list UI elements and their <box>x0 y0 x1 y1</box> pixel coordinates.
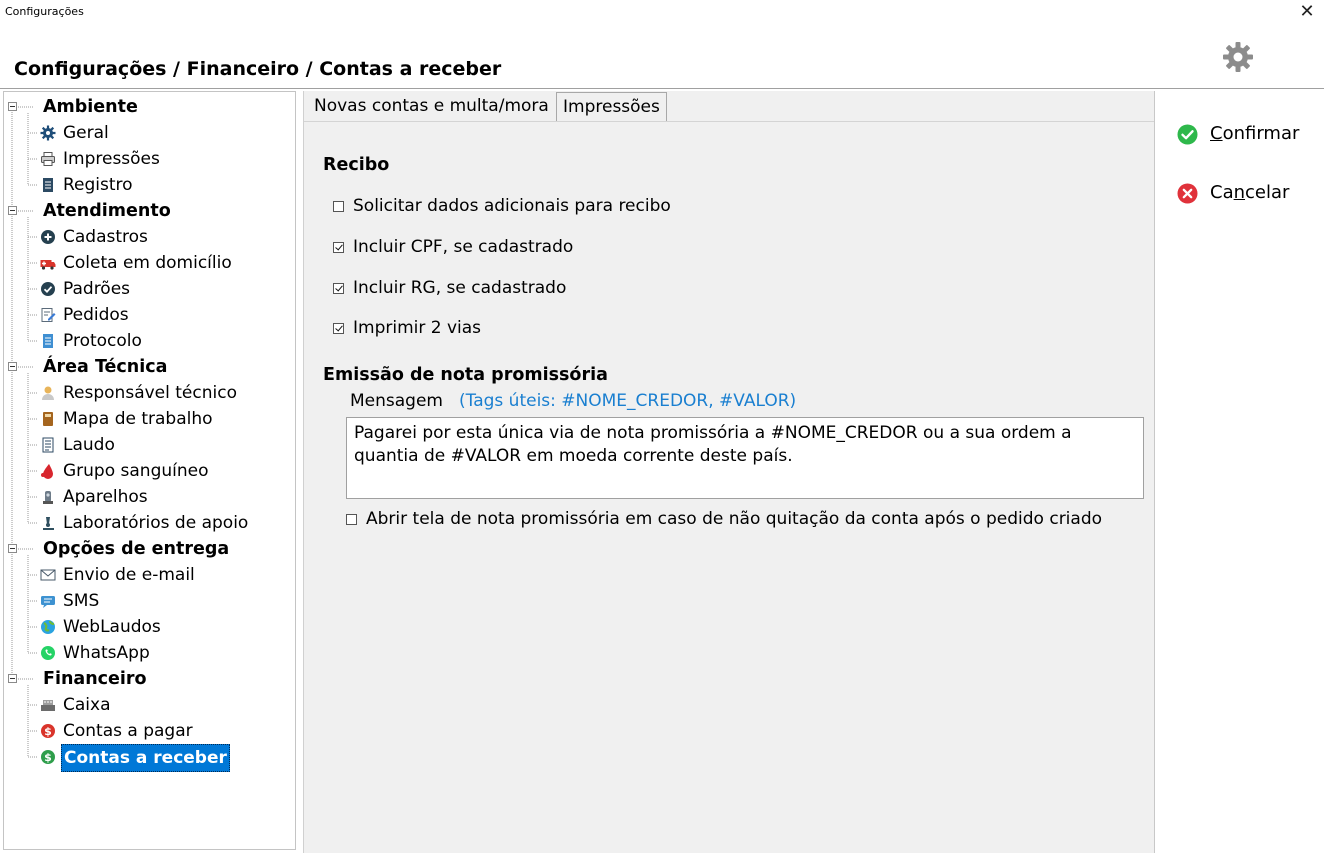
tree-item-label: Caixa <box>63 695 111 715</box>
page-title: Configurações / Financeiro / Contas a receber <box>14 58 502 80</box>
tree-item-label: Impressões <box>63 149 160 169</box>
blood-drop-icon <box>40 463 56 479</box>
tab-novas-contas[interactable]: Novas contas e multa/mora <box>314 96 549 116</box>
edit-document-icon <box>40 307 56 323</box>
cancel-circle-icon <box>1177 183 1198 204</box>
cash-register-icon <box>40 697 56 713</box>
tree-item-label: Responsável técnico <box>63 383 237 403</box>
tab-impressoes[interactable]: Impressões <box>556 92 667 121</box>
tree-item-label: Mapa de trabalho <box>63 409 213 429</box>
blue-document-icon <box>40 333 56 349</box>
svg-text:$: $ <box>44 751 52 764</box>
globe-icon <box>40 619 56 635</box>
cancel-label-rest: celar <box>1245 182 1290 203</box>
tree-item-label: Protocolo <box>63 331 142 351</box>
ambulance-icon <box>40 255 56 271</box>
green-dollar-icon <box>40 749 56 765</box>
action-panel <box>1154 91 1324 853</box>
tree-item-label: Laboratórios de apoio <box>63 513 249 533</box>
cancel-label <box>1210 180 1289 206</box>
checkbox-box[interactable] <box>333 323 344 334</box>
gear-small-icon <box>40 125 56 141</box>
promissoria-section-title: Emissão de nota promissória <box>323 365 608 385</box>
tree-item-label: Aparelhos <box>63 487 148 507</box>
title-bar <box>0 0 1324 28</box>
sms-icon <box>40 593 56 609</box>
tree-item-label: Registro <box>63 175 133 195</box>
content-panel <box>303 91 1154 853</box>
tree-item-label: Coleta em domicílio <box>63 253 232 273</box>
cancel-label-first: Ca <box>1210 182 1234 203</box>
collapse-toggle-icon[interactable] <box>8 206 17 215</box>
document-icon <box>40 177 56 193</box>
tree-group-label: Área Técnica <box>43 357 168 377</box>
check-circle-icon <box>40 281 56 297</box>
tab-bar <box>304 91 1155 121</box>
cancel-accelerator: n <box>1233 182 1246 203</box>
tree-item-label: Contas a receber <box>61 744 230 772</box>
red-dollar-icon <box>40 723 56 739</box>
tree-group-label: Atendimento <box>43 201 171 221</box>
device-icon <box>40 489 56 505</box>
checkbox-label: Incluir CPF, se cadastrado <box>353 237 574 257</box>
confirm-label-rest: onfirmar <box>1222 123 1300 144</box>
checkbox-label: Abrir tela de nota promissória em caso de não quitação da conta após o pedido criado <box>366 509 1103 529</box>
gear-icon[interactable] <box>1221 40 1255 74</box>
window-title: Configurações <box>5 5 84 18</box>
person-icon <box>40 385 56 401</box>
collapse-toggle-icon[interactable] <box>8 102 17 111</box>
svg-text:$: $ <box>44 725 52 738</box>
checkbox-label: Incluir RG, se cadastrado <box>353 278 567 298</box>
tree-item-label: Cadastros <box>63 227 148 247</box>
tree-group-label: Ambiente <box>43 97 138 117</box>
tree-item-label: Contas a pagar <box>63 721 193 741</box>
check-circle-icon <box>1177 124 1198 145</box>
tree-group-label: Financeiro <box>43 669 147 689</box>
whatsapp-icon <box>40 645 56 661</box>
tree-item-label: Geral <box>63 123 109 143</box>
close-button[interactable]: ✕ <box>1299 1 1315 22</box>
checkbox-box[interactable] <box>333 201 344 212</box>
book-icon <box>40 411 56 427</box>
confirm-label <box>1210 121 1299 147</box>
tree-group-label: Opções de entrega <box>43 539 230 559</box>
tree-item-label: Pedidos <box>63 305 129 325</box>
tab-divider <box>304 121 1155 122</box>
collapse-toggle-icon[interactable] <box>8 544 17 553</box>
tree-item-label: SMS <box>63 591 100 611</box>
checkbox-box[interactable] <box>333 283 344 294</box>
plus-circle-icon <box>40 229 56 245</box>
tree-item-label: WhatsApp <box>63 643 150 663</box>
report-icon <box>40 437 56 453</box>
recibo-section-title: Recibo <box>323 155 390 175</box>
printer-icon <box>40 151 56 167</box>
checkbox-label: Imprimir 2 vias <box>353 318 482 338</box>
envelope-icon <box>40 567 56 583</box>
checkbox-box[interactable] <box>346 514 357 525</box>
settings-tree[interactable] <box>3 91 296 850</box>
tags-hint: (Tags úteis: #NOME_CREDOR, #VALOR) <box>459 391 797 411</box>
microscope-icon <box>40 515 56 531</box>
header-divider <box>0 88 1324 89</box>
confirm-accelerator: C <box>1210 123 1223 144</box>
message-label: Mensagem <box>350 391 443 411</box>
tree-item-label: Padrões <box>63 279 131 299</box>
tree-item-label: WebLaudos <box>63 617 161 637</box>
collapse-toggle-icon[interactable] <box>8 362 17 371</box>
tree-item-label: Grupo sanguíneo <box>63 461 209 481</box>
message-textarea[interactable]: Pagarei por esta única via de nota promissória a #NOME_CREDOR ou a sua ordem a quantia de #VALOR em moeda corrente deste país. <box>346 417 1144 499</box>
tree-item-label: Laudo <box>63 435 115 455</box>
checkbox-box[interactable] <box>333 242 344 253</box>
tree-item-label: Envio de e-mail <box>63 565 195 585</box>
checkbox-label: Solicitar dados adicionais para recibo <box>353 196 671 216</box>
collapse-toggle-icon[interactable] <box>8 674 17 683</box>
